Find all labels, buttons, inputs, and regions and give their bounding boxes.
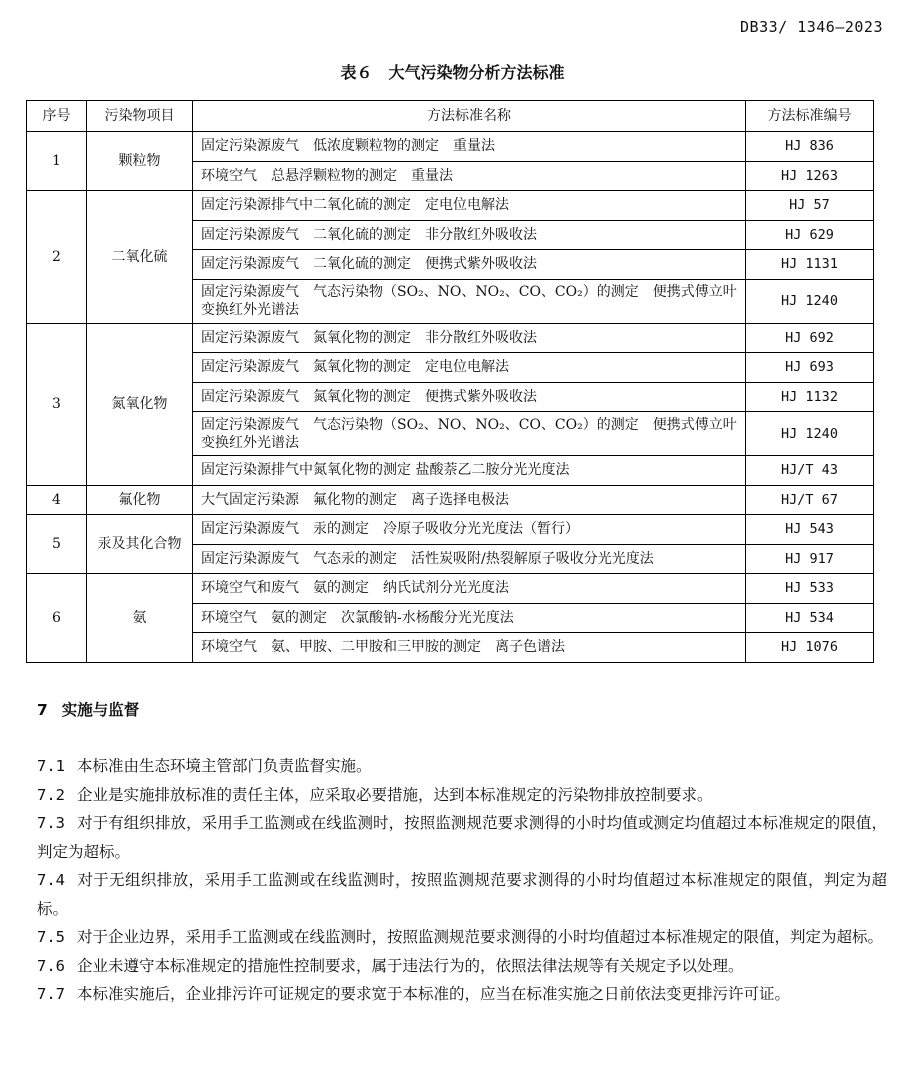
table-row <box>27 323 874 353</box>
clause-text: 企业是实施排放标准的责任主体，应采取必要措施，达到本标准规定的污染物排放控制要求。 <box>77 785 713 804</box>
method-name: 固定污染源废气 气态污染物（SO₂、NO、NO₂、CO、CO₂）的测定 便携式傅立叶变换红外光谱法 <box>193 279 746 323</box>
clause-text: 对于无组织排放，采用手工监测或在线监测时，按照监测规范要求测得的小时均值超过本标准规定的限值，判定为超标。 <box>37 871 887 918</box>
method-code: HJ 1131 <box>746 250 874 280</box>
section-title: 实施与监督 <box>61 701 140 719</box>
clause-text: 对于有组织排放，采用手工监测或在线监测时，按照监测规范要求测得的小时均值或测定均值超过本标准规定的限值，判定为超标。 <box>37 814 887 861</box>
group-number: 1 <box>27 132 87 191</box>
method-name: 固定污染源废气 氮氧化物的测定 便携式紫外吸收法 <box>193 382 746 412</box>
pollutant-name: 颗粒物 <box>87 132 193 191</box>
clause-number: 7.1 <box>37 757 65 775</box>
group-number: 3 <box>27 323 87 485</box>
method-code: HJ 1240 <box>746 412 874 456</box>
method-name: 环境空气和废气 氨的测定 纳氏试剂分光光度法 <box>193 574 746 604</box>
pollutant-name: 氮氧化物 <box>87 323 193 485</box>
clause-text: 本标准由生态环境主管部门负责监督实施。 <box>77 757 372 775</box>
method-code: HJ 57 <box>746 191 874 221</box>
table-row <box>27 574 874 604</box>
col-header-method-name: 方法标准名称 <box>193 101 746 132</box>
method-name: 固定污染源废气 低浓度颗粒物的测定 重量法 <box>193 132 746 162</box>
clause-number: 7.6 <box>37 956 65 975</box>
clause-item <box>37 980 887 1009</box>
method-name: 固定污染源废气 氮氧化物的测定 定电位电解法 <box>193 353 746 383</box>
pollutant-name: 二氧化硫 <box>87 191 193 324</box>
clause-text: 企业未遵守本标准规定的措施性控制要求，属于违法行为的，依照法律法规等有关规定予以处理。 <box>77 956 744 975</box>
method-name: 固定污染源废气 气态污染物（SO₂、NO、NO₂、CO、CO₂）的测定 便携式傅立叶变换红外光谱法 <box>193 412 746 456</box>
method-code: HJ 692 <box>746 323 874 353</box>
clause-number: 7.3 <box>37 814 65 832</box>
method-name: 大气固定污染源 氟化物的测定 离子选择电极法 <box>193 485 746 515</box>
group-number: 5 <box>27 515 87 574</box>
group-number: 6 <box>27 574 87 663</box>
method-name: 固定污染源排气中氮氧化物的测定 盐酸萘乙二胺分光光度法 <box>193 456 746 486</box>
clause-text: 对于企业边界，采用手工监测或在线监测时，按照监测规范要求测得的小时均值超过本标准规定的限值，判定为超标。 <box>77 928 884 946</box>
pollutant-name: 汞及其化合物 <box>87 515 193 574</box>
table-title: 表６ 大气污染物分析方法标准 <box>340 63 565 82</box>
method-code: HJ 533 <box>746 574 874 604</box>
section-heading <box>37 698 139 720</box>
method-code: HJ/T 43 <box>746 456 874 486</box>
method-name: 固定污染源废气 汞的测定 冷原子吸收分光光度法（暂行） <box>193 515 746 545</box>
method-name: 环境空气 氨的测定 次氯酸钠-水杨酸分光光度法 <box>193 603 746 633</box>
method-name: 固定污染源废气 氮氧化物的测定 非分散红外吸收法 <box>193 323 746 353</box>
method-name: 环境空气 总悬浮颗粒物的测定 重量法 <box>193 161 746 191</box>
method-code: HJ 1240 <box>746 279 874 323</box>
method-code: HJ 836 <box>746 132 874 162</box>
method-code: HJ 917 <box>746 544 874 574</box>
clause-item <box>37 781 887 810</box>
section-number: 7 <box>37 701 48 719</box>
col-header-no: 序号 <box>27 101 87 132</box>
pollutant-name: 氨 <box>87 574 193 663</box>
clause-item <box>37 866 887 923</box>
method-code: HJ 1263 <box>746 161 874 191</box>
col-header-method-code: 方法标准编号 <box>746 101 874 132</box>
clause-item <box>37 809 887 866</box>
table-row <box>27 515 874 545</box>
method-code: HJ 693 <box>746 353 874 383</box>
pollutant-name: 氟化物 <box>87 485 193 515</box>
clause-item <box>37 923 887 952</box>
method-code: HJ 1076 <box>746 633 874 663</box>
clause-number: 7.4 <box>37 871 65 889</box>
clause-list <box>37 752 887 1009</box>
clause-text: 本标准实施后，企业排污许可证规定的要求宽于本标准的，应当在标准实施之日前依法变更排污许可证。 <box>77 985 791 1003</box>
method-name: 固定污染源废气 二氧化硫的测定 非分散红外吸收法 <box>193 220 746 250</box>
table-row <box>27 485 874 515</box>
table-header-row <box>27 101 874 132</box>
method-code: HJ 1132 <box>746 382 874 412</box>
group-number: 4 <box>27 485 87 515</box>
col-header-pollutant: 污染物项目 <box>87 101 193 132</box>
method-code: HJ 543 <box>746 515 874 545</box>
clause-number: 7.7 <box>37 985 65 1003</box>
clause-number: 7.2 <box>37 785 65 804</box>
clause-number: 7.5 <box>37 928 65 946</box>
clause-item <box>37 952 887 981</box>
analysis-method-table <box>26 100 874 663</box>
method-name: 固定污染源排气中二氧化硫的测定 定电位电解法 <box>193 191 746 221</box>
group-number: 2 <box>27 191 87 324</box>
document-code: DB33/ 1346—2023 <box>740 18 883 36</box>
method-code: HJ 629 <box>746 220 874 250</box>
table-row <box>27 191 874 221</box>
clause-item <box>37 752 887 781</box>
method-name: 固定污染源废气 二氧化硫的测定 便携式紫外吸收法 <box>193 250 746 280</box>
table-row <box>27 132 874 162</box>
method-code: HJ 534 <box>746 603 874 633</box>
method-code: HJ/T 67 <box>746 485 874 515</box>
method-name: 固定污染源废气 气态汞的测定 活性炭吸附/热裂解原子吸收分光光度法 <box>193 544 746 574</box>
method-name: 环境空气 氨、甲胺、二甲胺和三甲胺的测定 离子色谱法 <box>193 633 746 663</box>
